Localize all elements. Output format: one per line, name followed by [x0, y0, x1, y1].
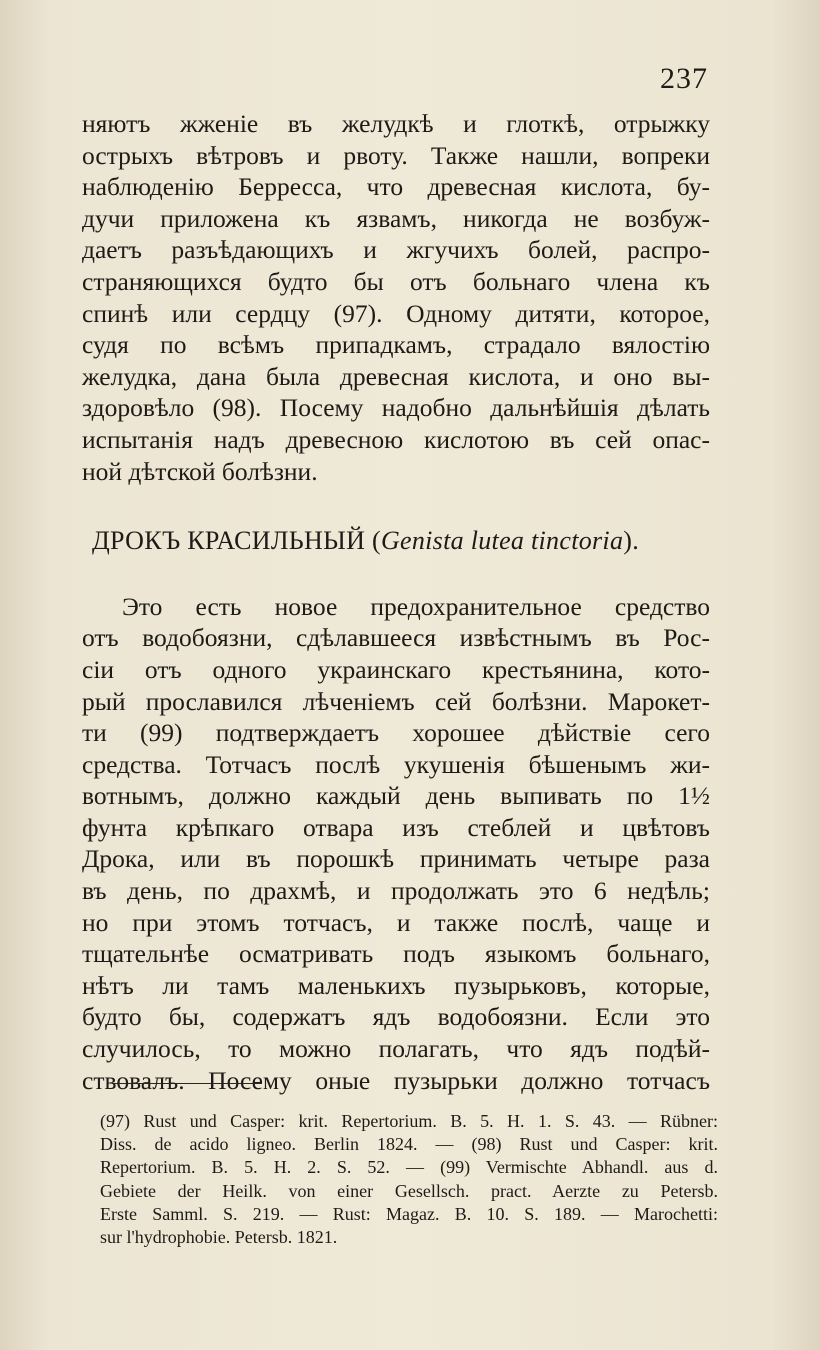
text-line: отъ водобоязни, сдѣлавшееся извѣстнымъ въ Рос- [82, 623, 710, 653]
text-line: судя по всѣмъ припадкамъ, страдало вялостію [82, 330, 710, 360]
text-line: но при этомъ тотчасъ, и также послѣ, чаще и [82, 907, 710, 937]
paragraph-genista [82, 591, 710, 1097]
footnotes [100, 1110, 718, 1249]
footnote-line: Diss. de acido ligneo. Berlin 1824. — (98) Rust und Casper: krit. [100, 1134, 718, 1155]
body-text [82, 108, 710, 1096]
text-line: ти (99) подтверждаетъ хорошее дѣйствіе сего [82, 718, 710, 748]
footnote-line: Repertorium. B. 5. H. 2. S. 52. — (99) Vermischte Abhandl. aus d. [100, 1157, 718, 1178]
text-line: дучи приложена къ язвамъ, никогда не возбуж- [82, 203, 710, 233]
text-line: спинѣ или сердцу (97). Одному дитяти, которое, [82, 298, 710, 328]
text-line: сіи отъ одного украинскаго крестьянина, кото- [82, 654, 710, 684]
text-line: желудка, дана была древесная кислота, и оно вы- [82, 361, 710, 391]
text-line: тщательнѣе осматривать подъ языкомъ больнаго, [82, 939, 710, 969]
text-line: няютъ жженіе въ желудкѣ и глоткѣ, отрыжку [82, 109, 710, 138]
footnote-line: sur l'hydrophobie. Petersb. 1821. [100, 1226, 338, 1247]
footnote-line: Erste Samml. S. 219. — Rust: Magaz. B. 10. S. 189. — Marochetti: [100, 1203, 718, 1224]
text-line: здоровѣло (98). Посему надобно дальнѣйшія дѣлать [82, 393, 710, 423]
text-line: даетъ разъѣдающихъ и жгучихъ болей, распро- [82, 235, 710, 265]
text-line: Это есть новое предохранительное средство [122, 591, 710, 621]
text-line: вотнымъ, должно каждый день выпивать по 1½ [82, 781, 710, 811]
text-line: будто бы, содержатъ ядъ водобоязни. Если это [82, 1002, 710, 1032]
text-line: острыхъ вѣтровъ и рвоту. Также нашли, вопреки [82, 140, 710, 170]
text-line: испытанія надъ древесною кислотою въ сей опас- [82, 424, 710, 454]
heading-russian: ДРОКЪ КРАСИЛЬНЫЙ [92, 526, 366, 556]
page-number: 237 [660, 62, 708, 95]
text-line: фунта крѣпкаго отвара изъ стеблей и цвѣтовъ [82, 812, 710, 842]
footnote-line: (97) Rust und Casper: krit. Repertorium. B. 5. H. 1. S. 43. — Rübner: [100, 1111, 718, 1131]
heading-latin-name: Genista lutea tinctoria [380, 526, 624, 556]
heading-open-paren: ( [371, 526, 381, 556]
section-heading [82, 525, 710, 557]
text-line: рый прославился лѣченіемъ сей болѣзни. Марокет- [82, 686, 710, 716]
text-line: ной дѣтской болѣзни. [82, 456, 318, 486]
footnote-line: Gebiete der Heilk. von einer Gesellsch. pract. Aerzte zu Petersb. [100, 1180, 718, 1201]
text-line: случилось, то можно полагать, что ядъ подѣй- [82, 1034, 710, 1064]
text-line: наблюденію Берресса, что древесная кислота, бу- [82, 172, 710, 202]
text-line: Дрока, или въ порошкѣ принимать четыре раза [82, 844, 710, 874]
text-line: въ день, по драхмѣ, и продолжать это 6 недѣль; [82, 876, 710, 906]
text-line: средства. Тотчасъ послѣ укушенія бѣшенымъ жи- [82, 749, 710, 779]
heading-close-paren: ). [623, 526, 640, 556]
text-line: страняющихся будто бы отъ больнаго члена къ [82, 266, 710, 296]
text-line: ствовалъ. Посему оные пузырьки должно тотчасъ [82, 1065, 710, 1095]
text-line: нѣтъ ли тамъ маленькихъ пузырьковъ, которые, [82, 970, 710, 1000]
footnote-divider [112, 1083, 262, 1084]
paragraph-continuation [82, 108, 710, 487]
